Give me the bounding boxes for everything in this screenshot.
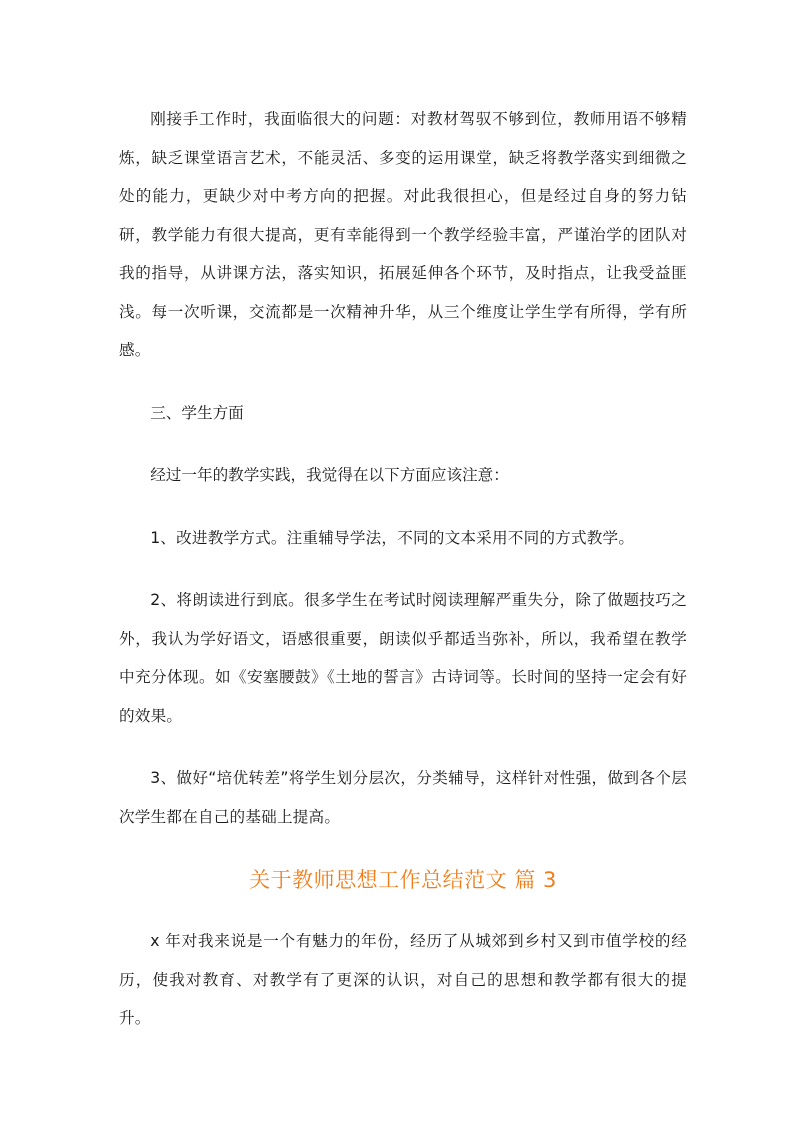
- paragraph-last: x 年对我来说是一个有魅力的年份，经历了从城郊到乡村又到市值学校的经历，使我对教育、对教学有了更深的认识，对自己的思想和教学都有很大的提升。: [119, 932, 687, 1027]
- section-title: 关于教师思想工作总结范文 篇 3: [249, 868, 557, 892]
- paragraph-intro: 经过一年的教学实践，我觉得在以下方面应该注意：: [150, 466, 509, 484]
- subheading-students: 三、学生方面: [150, 403, 244, 422]
- paragraph-teaching-challenges: 刚接手工作时，我面临很大的问题：对教材驾驭不够到位，教师用语不够精炼，缺乏课堂语言艺术，不能灵活、多变的运用课堂，缺乏将教学落实到细微之处的能力，更缺少对中考方向的把握。对此我很担心，但是经过自身的努力钻研，教学能力有很大提高，更有幸能得到一个教学经验丰富，严谨治学的团队对我的指导，从讲课方法，落实知识，拓展延伸各个环节，及时指点，让我受益匪浅。每一次听课，交流都是一次精神升华，从三个维度让学生学有所得，学有所感。: [119, 110, 687, 359]
- list-item-1: 1、改进教学方式。注重辅导学法，不同的文本采用不同的方式教学。: [150, 528, 635, 547]
- list-item-2: 2、将朗读进行到底。很多学生在考试时阅读理解严重失分，除了做题技巧之外，我认为学好语文，语感很重要，朗读似乎都适当弥补，所以，我希望在教学中充分体现。如《安塞腰鼓》《土地的誓言》古诗词等。长时间的坚持一定会有好的效果。: [119, 591, 687, 725]
- list-item-3: 3、做好“培优转差”将学生划分层次，分类辅导，这样针对性强，做到各个层次学生都在自己的基础上提高。: [119, 769, 687, 826]
- document-page: [119, 100, 687, 1038]
